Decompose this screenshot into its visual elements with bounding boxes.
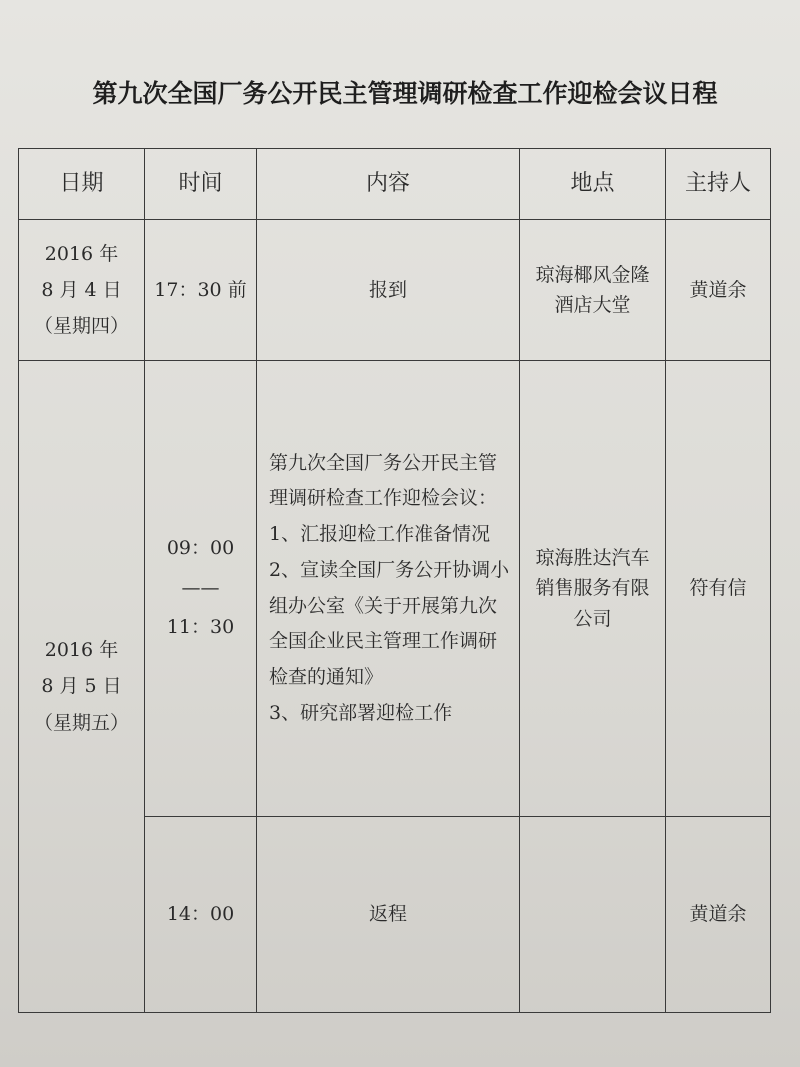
header-host: 主持人 bbox=[666, 149, 771, 220]
header-date: 日期 bbox=[19, 149, 145, 220]
content-line: 1、汇报迎检工作准备情况 bbox=[269, 523, 491, 546]
time-separator: —— bbox=[181, 576, 220, 599]
header-content: 内容 bbox=[257, 149, 520, 220]
host-cell: 符有信 bbox=[666, 361, 771, 817]
time-end: 11：30 bbox=[166, 616, 235, 639]
location-cell: 琼海椰风金隆酒店大堂 bbox=[520, 220, 666, 361]
content-line: 第九次全国厂务公开民主管理调研检查工作迎检会议： bbox=[269, 451, 498, 510]
content-line: 2、宣读全国厂务公开协调小组办公室《关于开展第九次全国企业民主管理工作调研检查的通知》 bbox=[269, 558, 510, 688]
content-line: 3、研究部署迎检工作 bbox=[269, 701, 453, 724]
content-cell: 返程 bbox=[257, 817, 520, 1013]
host-cell: 黄道余 bbox=[666, 817, 771, 1013]
date-cell bbox=[19, 361, 145, 1013]
date-cell bbox=[19, 220, 145, 361]
date-weekday: （星期四） bbox=[33, 315, 129, 338]
location-cell bbox=[520, 817, 666, 1013]
time-cell: 14：00 bbox=[145, 817, 257, 1013]
table-header-row bbox=[19, 149, 771, 220]
date-year: 2016 年 bbox=[44, 242, 119, 265]
table-row bbox=[19, 220, 771, 361]
table-row bbox=[19, 361, 771, 817]
time-start: 09：00 bbox=[166, 536, 235, 559]
schedule-table bbox=[18, 148, 771, 1013]
time-cell: 17：30 前 bbox=[145, 220, 257, 361]
header-time: 时间 bbox=[145, 149, 257, 220]
location-cell: 琼海胜达汽车销售服务有限公司 bbox=[520, 361, 666, 817]
date-day: 8 月 5 日 bbox=[41, 675, 122, 698]
document-title: 第九次全国厂务公开民主管理调研检查工作迎检会议日程 bbox=[92, 79, 718, 108]
content-cell: 报到 bbox=[257, 220, 520, 361]
date-year: 2016 年 bbox=[44, 639, 119, 662]
time-cell bbox=[145, 361, 257, 817]
header-location: 地点 bbox=[520, 149, 666, 220]
host-cell: 黄道余 bbox=[666, 220, 771, 361]
content-cell bbox=[257, 361, 520, 817]
date-day: 8 月 4 日 bbox=[41, 278, 122, 301]
date-weekday: （星期五） bbox=[33, 711, 129, 734]
content-list bbox=[257, 446, 519, 732]
